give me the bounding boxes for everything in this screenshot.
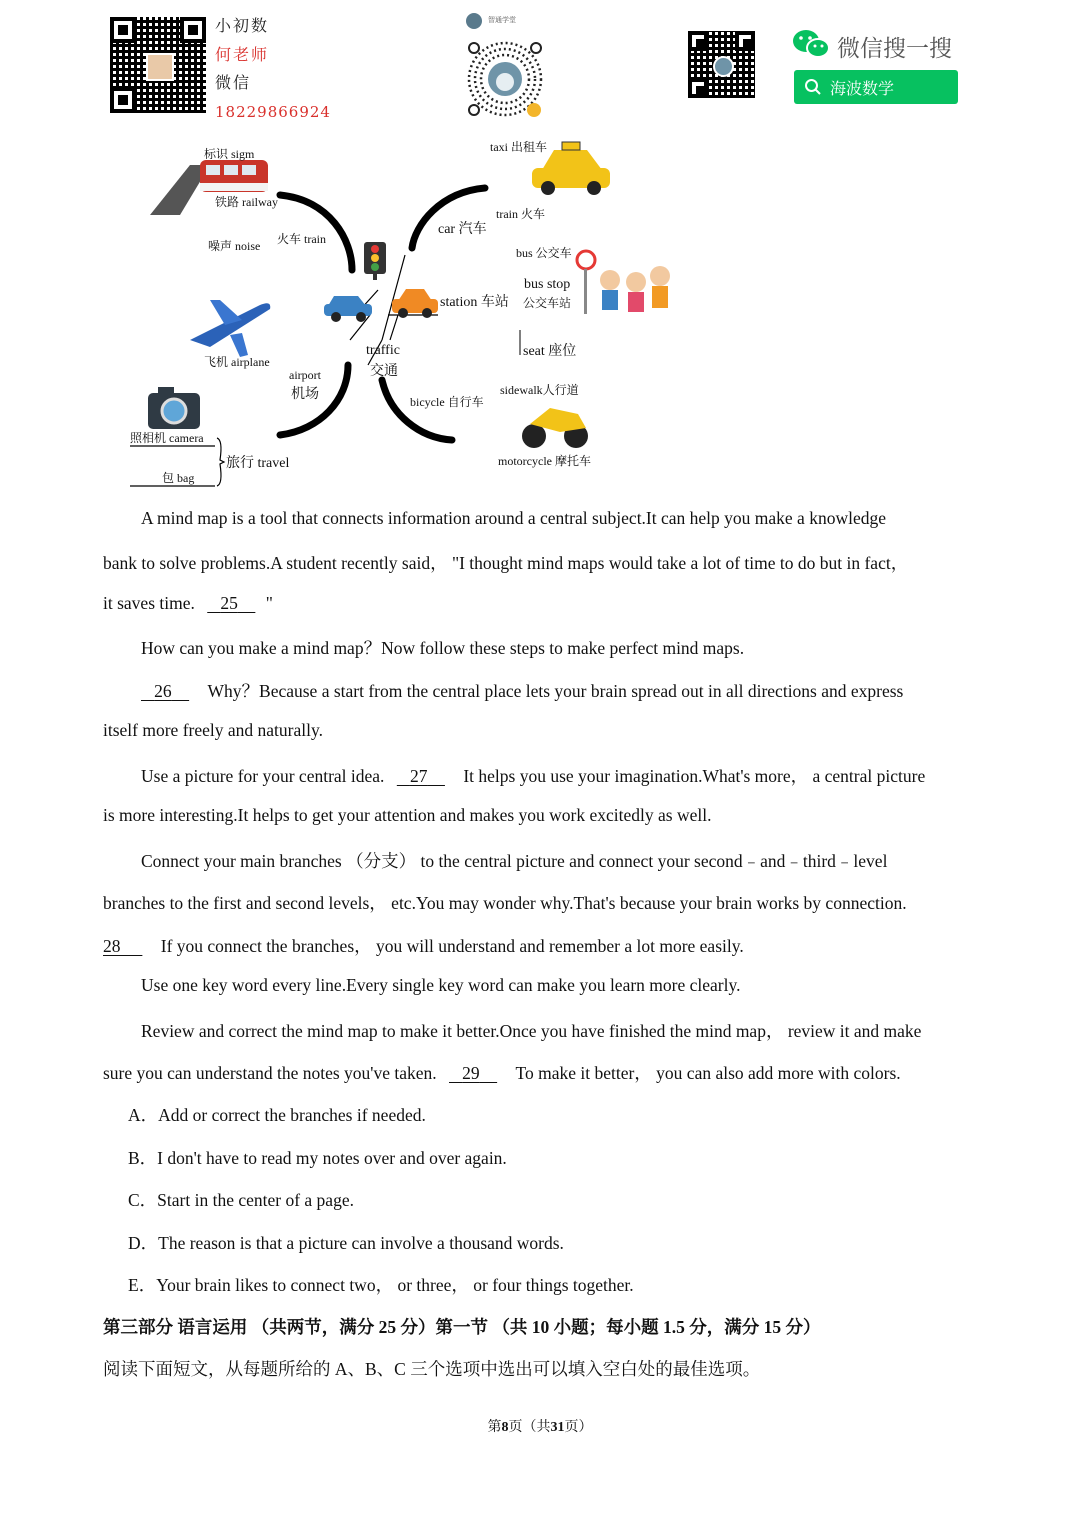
label-bus: bus 公交车 — [516, 246, 572, 260]
blank-25-number: 25 — [220, 593, 238, 613]
blank-29[interactable] — [449, 1063, 497, 1084]
para7-line2 — [103, 1060, 901, 1085]
contact-qr-code — [110, 17, 206, 113]
para4-line1 — [141, 763, 925, 788]
mind-map-graphic — [120, 130, 700, 500]
blank-29-number: 29 — [462, 1063, 480, 1083]
para4-line1-post: It helps you use your imagination.What's more， a central picture — [463, 766, 926, 786]
section-instruction: 阅读下面短文，从每题所给的 A、B、C 三个选项中选出可以填入空白处的最佳选项。 — [103, 1359, 761, 1379]
label-bus-stop-en: bus stop — [524, 277, 571, 292]
contact-line-3: 微信 — [215, 73, 252, 92]
para1-line1: A mind map is a tool that connects information around a central subject.It can help you make a knowledge — [141, 508, 886, 528]
page-footer — [0, 1416, 1080, 1436]
wechat-search-query: 海波数学 — [830, 78, 895, 98]
para6: Use one key word every line.Every single key word can make you learn more clearly. — [141, 975, 741, 995]
wechat-qr-code — [688, 31, 755, 98]
label-station: station 车站 — [440, 295, 509, 310]
mini-program-logo-icon — [466, 13, 482, 29]
option-d[interactable]: D．The reason is that a picture can involve a thousand words. — [128, 1233, 564, 1253]
label-railway: 铁路 railway — [215, 195, 278, 209]
motorcycle-illustration — [522, 408, 588, 448]
branch-arc-lower-right — [382, 380, 452, 440]
option-e[interactable]: E．Your brain likes to connect two， or three， or four things together. — [128, 1275, 634, 1295]
para4-line1-text: Use a picture for your central idea. — [141, 766, 385, 786]
label-train-left: 火车 train — [277, 232, 326, 246]
label-center-cn: 交通 — [370, 364, 398, 379]
para3-line2: itself more freely and naturally. — [103, 720, 323, 740]
para4-line2: is more interesting.It helps to get your attention and makes you work excitedly as well. — [103, 805, 712, 825]
para3-line1 — [141, 678, 903, 703]
mini-program-caption: 智通学堂 — [488, 16, 516, 24]
label-car: car 汽车 — [438, 222, 487, 237]
option-a[interactable]: A．Add or correct the branches if needed. — [128, 1105, 426, 1125]
traffic-light-icon — [364, 242, 386, 280]
blue-car-icon — [324, 296, 372, 322]
para7-line2-post: To make it better， you can also add more with colors. — [515, 1063, 901, 1083]
para1-line3 — [103, 593, 273, 614]
para5-line1: Connect your main branches （分支） to the central picture and connect your second﹣and﹣third﹣level — [141, 851, 888, 871]
footer-mid: 页（共 — [508, 1420, 551, 1435]
contact-line-1: 小初数 — [215, 16, 270, 35]
blank-27[interactable] — [397, 766, 445, 787]
para5-line3 — [103, 933, 744, 958]
option-b[interactable]: B．I don't have to read my notes over and over again. — [128, 1148, 507, 1168]
label-seat: seat 座位 — [523, 344, 577, 359]
para7-line1: Review and correct the mind map to make it better.Once you have finished the mind map， review it and make — [141, 1021, 922, 1041]
wechat-search-title: 微信搜一搜 — [837, 36, 952, 62]
para1-line2: bank to solve problems.A student recently said， "I thought mind maps would take a lot of time to do but in fact， — [103, 553, 909, 573]
blank-26[interactable] — [141, 681, 189, 702]
contact-line-2: 何老师 — [215, 44, 270, 64]
wechat-logo-icon — [792, 28, 830, 60]
mini-program-code — [466, 40, 544, 118]
para5-line3-text: If you connect the branches， you will understand and remember a lot more easily. — [160, 936, 744, 956]
para1-close-quote: " — [265, 593, 273, 613]
label-sidewalk: sidewalk人行道 — [500, 383, 579, 397]
wechat-search-button[interactable] — [794, 70, 958, 104]
camera-illustration — [148, 387, 200, 429]
airplane-illustration — [190, 300, 270, 357]
para5-line2: branches to the first and second levels， etc.You may wonder why.That's because your brain works by connection. — [103, 893, 907, 913]
label-center-en: traffic — [366, 343, 400, 358]
label-bus-stop-cn: 公交车站 — [523, 296, 572, 310]
label-noise: 噪声 noise — [208, 239, 261, 253]
orange-car-icon — [392, 289, 438, 318]
bus-stop-illustration — [577, 251, 670, 314]
para1-line3-text: it saves time. — [103, 593, 195, 613]
footer-page-total: 31 — [550, 1420, 565, 1435]
label-camera: 照相机 camera — [130, 431, 204, 445]
blank-26-number: 26 — [154, 681, 172, 701]
blank-27-number: 27 — [409, 766, 428, 786]
contact-info — [215, 12, 331, 126]
footer-prefix: 第 — [487, 1420, 502, 1435]
label-airport-cn: 机场 — [291, 387, 319, 402]
para2: How can you make a mind map？Now follow these steps to make perfect mind maps. — [141, 638, 745, 658]
label-sign: 标识 sigm — [204, 147, 255, 161]
label-bicycle: bicycle 自行车 — [410, 395, 484, 409]
search-icon — [804, 78, 822, 96]
blank-25[interactable] — [207, 593, 255, 614]
blank-28-number: 28 — [103, 936, 121, 956]
footer-suffix: 页） — [564, 1420, 593, 1435]
para3-line1-text: Why？Because a start from the central place lets your brain spread out in all directions and express — [207, 681, 904, 701]
label-bag: 包 bag — [162, 471, 195, 485]
section-heading: 第三部分 语言运用 （共两节，满分 25 分）第一节 （共 10 小题；每小题 1.5 分，满分 15 分） — [103, 1317, 821, 1337]
footer-page-number: 8 — [501, 1420, 509, 1435]
contact-phone: 18229866924 — [215, 102, 331, 121]
label-travel: 旅行 travel — [226, 456, 290, 471]
para7-line2-text: sure you can understand the notes you've taken. — [103, 1063, 437, 1083]
option-c[interactable]: C．Start in the center of a page. — [128, 1190, 354, 1210]
label-airport-en: airport — [289, 368, 321, 382]
blank-28[interactable] — [103, 936, 142, 957]
label-taxi: taxi 出租车 — [490, 140, 547, 154]
label-train-right: train 火车 — [496, 207, 545, 221]
label-airplane: 飞机 airplane — [204, 355, 270, 369]
label-motorcycle: motorcycle 摩托车 — [498, 454, 591, 468]
